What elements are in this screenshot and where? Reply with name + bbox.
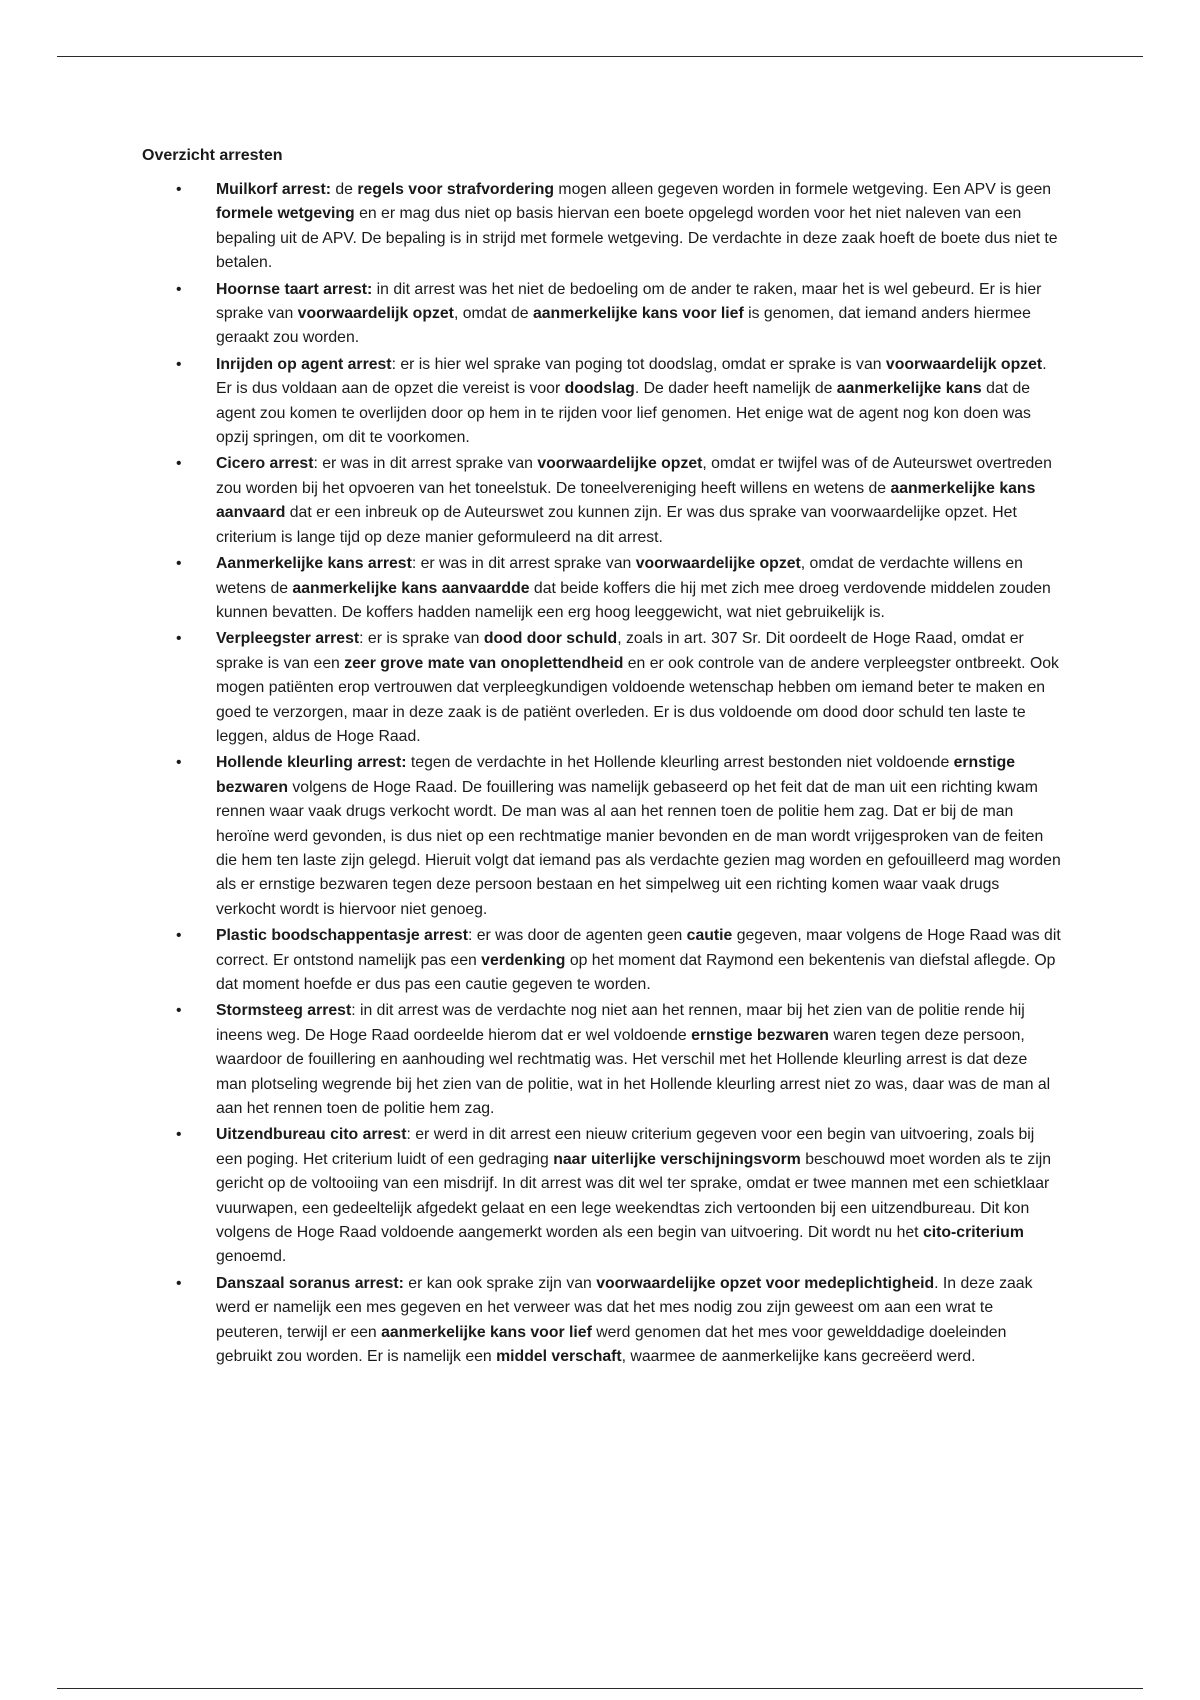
emphasis-text: cito-criterium (922, 1224, 1024, 1242)
body-text: volgens de Hoge Raad. De fouillering was namelijk gebaseerd op het feit dat de man uit een richting kwam rennen waar vaak drugs verkocht wordt. De man was al aan het rennen toen de politie hem zag. Dat er bij de man heroïne werd gevonden, is dus niet op een rechtmatige manier bevonden en de man wordt vrijgesproken van de feiten die hem ten laste zijn gelegd. Hieruit volgt dat iemand pas als verdachte gezien mag worden en gefouilleerd mag worden als er ernstige bezwaren tegen deze persoon bestaan en het simpelweg uit een richting komen waar vaak drugs verkocht wordt is hiervoor niet genoeg. (216, 778, 1061, 918)
case-name: Stormsteeg arrest (216, 1002, 352, 1020)
emphasis-text: voorwaardelijke opzet voor medeplichtigheid (596, 1274, 935, 1292)
body-text: op het moment dat Raymond een bekentenis van diefstal aflegde. Op dat moment hoefde er dus pas een cautie gegeven te worden. (216, 951, 1056, 993)
case-name: Hoornse taart arrest: (216, 280, 373, 298)
body-text: . In deze zaak werd er namelijk een mes gegeven en het verweer was dat het mes nodig zou zijn geweest om aan een wrat te peuteren, terwijl er een (216, 1274, 1033, 1341)
case-name: Verpleegster arrest (216, 630, 360, 648)
body-text: , omdat de verdachte willens en wetens de (216, 555, 1023, 597)
body-text: : er is hier wel sprake van poging tot doodslag, omdat er sprake is van (391, 355, 886, 373)
case-name: Hollende kleurling arrest: (216, 754, 407, 772)
body-text: : in dit arrest was de verdachte nog niet aan het rennen, maar bij het zien van de politie rende hij ineens weg. De Hoge Raad oordeelde hierom dat er wel voldoende (216, 1002, 1025, 1044)
list-item (142, 452, 1062, 550)
emphasis-text: aanmerkelijke kans aanvaardde (292, 579, 530, 597)
emphasis-text: zeer grove mate van onoplettendheid (344, 654, 624, 672)
bullet-icon: • (176, 1002, 182, 1020)
case-name: Plastic boodschappentasje arrest (216, 927, 468, 945)
body-text: . Er is dus voldaan aan de opzet die vereist is voor (216, 355, 1047, 398)
body-text: dat de agent zou komen te overlijden door op hem in te rijden voor lief genomen. Het enige wat de agent nog kon doen was opzij springen, om dit te voorkomen. (216, 380, 1031, 447)
body-text: : er was in dit arrest sprake van (313, 455, 538, 473)
emphasis-text: voorwaardelijk opzet (297, 305, 454, 323)
bullet-icon: • (176, 455, 182, 473)
bullet-icon: • (176, 1126, 182, 1144)
list-item (142, 178, 1062, 276)
bullet-icon: • (176, 181, 182, 198)
case-list (142, 178, 1062, 1370)
list-item (142, 1272, 1062, 1370)
list-item (142, 278, 1062, 351)
emphasis-text: formele wetgeving (216, 205, 355, 223)
body-text: en er ook controle van de andere verpleegster ontbreekt. Ook mogen patiënten erop vertrouwen dat verpleegkundigen voldoende wetenschap hebben om iemand beter te maken en goed te verzorgen, maar in deze zaak is de patiënt overleden. Er is dus voldoende om dood door schuld ten laste te leggen, aldus de Hoge Raad. (216, 654, 1059, 745)
emphasis-text: doodslag (564, 380, 635, 398)
bullet-icon: • (176, 280, 182, 298)
emphasis-text: middel verschaft (496, 1348, 622, 1366)
body-text: genoemd. (216, 1248, 287, 1266)
emphasis-text: aanmerkelijke kans voor lief (532, 305, 744, 323)
body-text: werd genomen dat het mes voor gewelddadige doeleinden gebruikt zou worden. Er is namelijk een (216, 1323, 1007, 1366)
case-name: Inrijden op agent arrest (216, 355, 392, 373)
bullet-icon: • (176, 927, 182, 945)
emphasis-text: naar uiterlijke verschijningsvorm (553, 1150, 801, 1168)
body-text: beschouwd moet worden als te zijn gericht op de voltooiing van een misdrijf. In dit arrest was dit wel ter sprake, omdat er twee mannen met een schietklaar vuurwapen, een gedeeltelijk afgedekt gelaat en een lege weekendtas zich vertoonden bij een uitzendbureau. Dit kon volgens de Hoge Raad voldoende aangemerkt worden als een begin van uitvoering. Dit wordt nu het (216, 1150, 1052, 1242)
body-text: mogen alleen gegeven worden in formele wetgeving. Een APV is geen (554, 181, 1052, 198)
body-text: tegen de verdachte in het Hollende kleurling arrest bestonden niet voldoende (406, 754, 954, 772)
list-item (142, 552, 1062, 625)
list-item (142, 353, 1062, 451)
case-name: Muilkorf arrest: (216, 181, 331, 198)
body-text: : er is sprake van (359, 630, 484, 648)
body-text: : er werd in dit arrest een nieuw criterium gegeven voor een begin van uitvoering, zoals bij een poging. Het criterium luidt of een gedraging (216, 1126, 1035, 1168)
list-item (142, 1123, 1062, 1269)
body-text: , omdat er twijfel was of de Auteurswet overtreden zou worden bij het opvoeren van het toneelstuk. De toneelvereniging heeft willens en wetens de (216, 455, 1052, 497)
body-text: gegeven, maar volgens de Hoge Raad was dit correct. Er ontstond namelijk pas een (216, 927, 1061, 969)
list-item (142, 627, 1062, 749)
emphasis-text: cautie (686, 927, 733, 945)
body-text: , waarmee de aanmerkelijke kans gecreëerd werd. (621, 1348, 976, 1366)
document-body (142, 144, 1062, 1370)
bullet-icon: • (176, 1274, 182, 1292)
case-name: Cicero arrest (216, 455, 314, 473)
emphasis-text: aanmerkelijke kans voor lief (381, 1323, 592, 1341)
emphasis-text: voorwaardelijke opzet (537, 455, 703, 473)
case-name: Danszaal soranus arrest: (216, 1274, 404, 1292)
bullet-icon: • (176, 754, 182, 772)
body-text: dat er een inbreuk op de Auteurswet zou kunnen zijn. Er was dus sprake van voorwaardelijke opzet. Het criterium is lange tijd op deze manier geformuleerd na dit arrest. (216, 504, 1017, 546)
body-text: waren tegen deze persoon, waardoor de fouillering en aanhouding wel rechtmatig was. Het verschil met het Hollende kleurling arrest is dat deze man plotseling wegrende bij het zien van de politie, wat in het Hollende kleurling arrest niet zo was, daar was de man al aan het rennen toen de politie hem zag. (216, 1026, 1051, 1118)
emphasis-text: ernstige bezwaren (216, 754, 1016, 796)
body-text: . De dader heeft namelijk de (634, 380, 837, 398)
body-text: dat beide koffers die hij met zich mee droeg verdovende middelen zouden kunnen bevatten. De koffers hadden namelijk een erg hoog leeggewicht, wat niet gebruikelijk is. (216, 579, 1051, 621)
body-text: : er was door de agenten geen (467, 927, 687, 945)
emphasis-text: verdenking (481, 951, 566, 969)
emphasis-text: aanmerkelijke kans (836, 380, 982, 398)
bullet-icon: • (176, 630, 182, 648)
body-text: is genomen, dat iemand anders hiermee geraakt zou worden. (216, 305, 1031, 347)
body-text: de (331, 181, 358, 198)
bullet-icon: • (176, 355, 182, 373)
body-text: in dit arrest was het niet de bedoeling om de ander te raken, maar het is wel gebeurd. Er is hier sprake van (216, 280, 1042, 323)
emphasis-text: regels voor strafvordering (357, 181, 555, 198)
emphasis-text: aanmerkelijke kans aanvaard (216, 479, 1036, 522)
emphasis-text: voorwaardelijke opzet (635, 555, 801, 573)
bullet-icon: • (176, 555, 182, 573)
body-text: : er was in dit arrest sprake van (411, 555, 636, 573)
body-text: , zoals in art. 307 Sr. Dit oordeelt de Hoge Raad, omdat er sprake is van een (216, 630, 1024, 672)
footer-rule (57, 1688, 1143, 1689)
emphasis-text: dood door schuld (483, 630, 618, 648)
emphasis-text: ernstige bezwaren (691, 1026, 829, 1044)
list-item (142, 924, 1062, 997)
document-title: Overzicht arresten (142, 147, 283, 164)
body-text: , omdat de (453, 305, 533, 323)
list-item (142, 751, 1062, 922)
body-text: en er mag dus niet op basis hiervan een boete opgelegd worden voor het niet naleven van een bepaling uit de APV. De bepaling is in strijd met formele wetgeving. De verdachte in deze zaak hoeft de boete dus niet te betalen. (216, 205, 1058, 272)
body-text: er kan ook sprake zijn van (403, 1274, 597, 1292)
case-name: Uitzendbureau cito arrest (216, 1126, 407, 1144)
list-item (142, 999, 1062, 1121)
case-name: Aanmerkelijke kans arrest (216, 555, 412, 573)
emphasis-text: voorwaardelijk opzet (885, 355, 1043, 373)
header-rule (57, 56, 1143, 57)
